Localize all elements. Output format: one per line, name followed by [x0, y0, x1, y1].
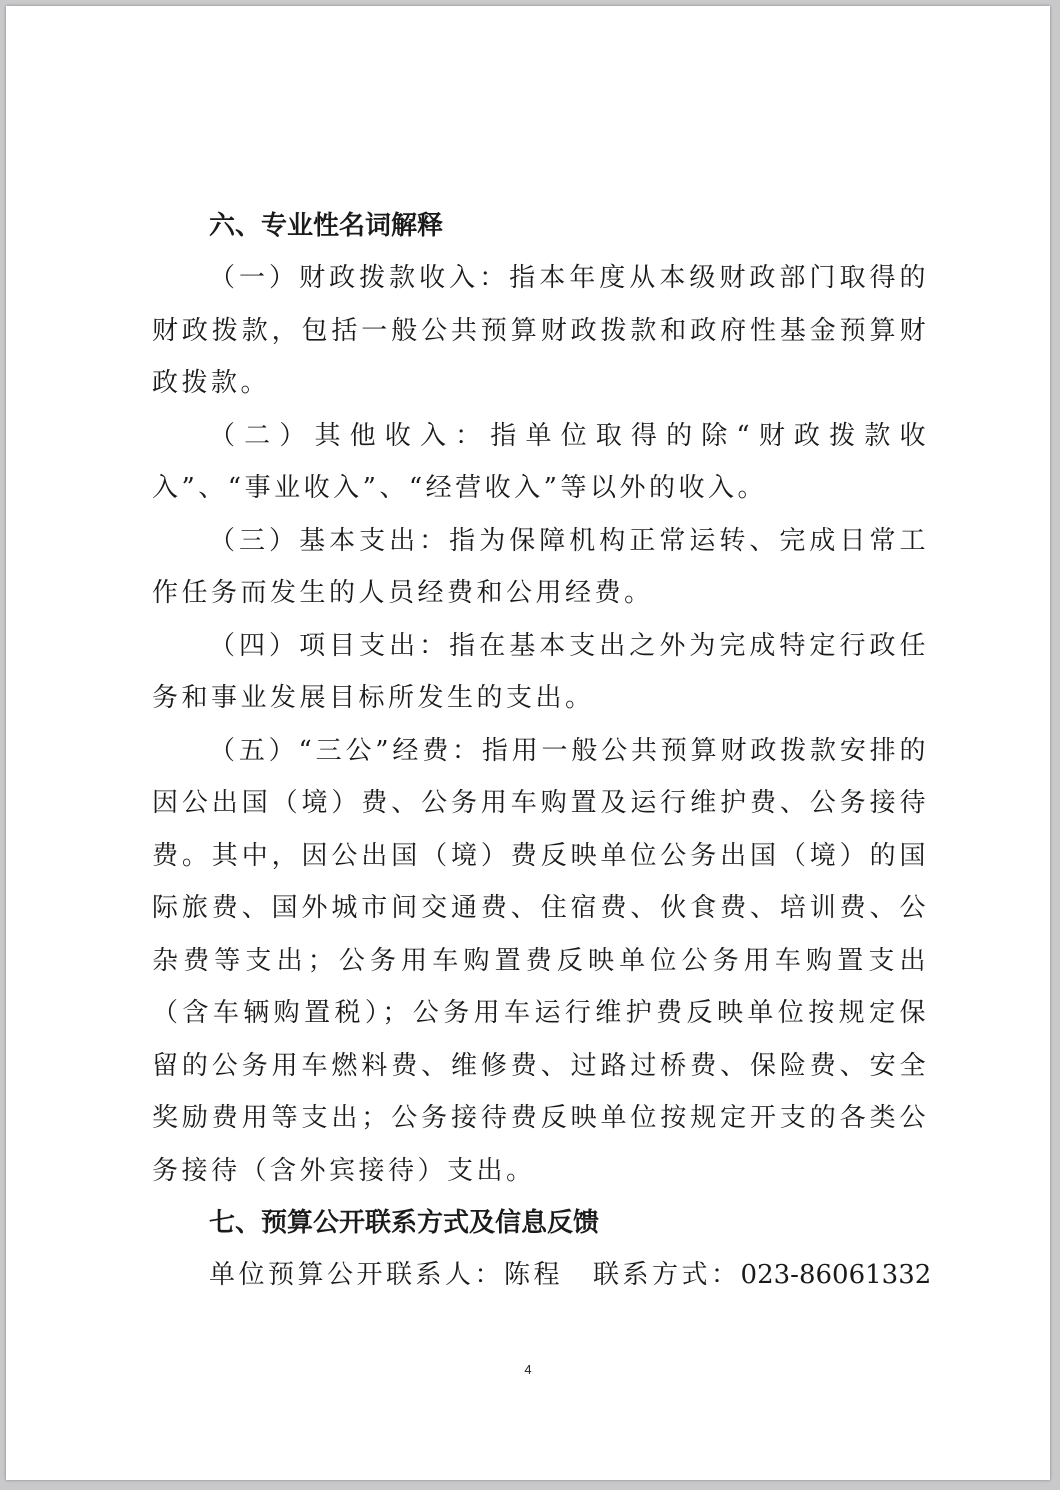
- document-page: [6, 6, 1050, 1480]
- definition-basic-expenditure: （三）基本支出：指为保障机构正常运转、完成日常工作任务而发生的人员经费和公用经费。: [152, 525, 929, 608]
- phone-label: 联系方式：: [593, 1260, 741, 1290]
- contact-person: 单位预算公开联系人：陈程: [209, 1260, 564, 1290]
- definition-other-income: （二）其他收入：指单位取得的除“财政拨款收入”、“事业收入”、“经营收入”等以外的收入。: [152, 420, 929, 503]
- definition-three-public-expenses: （五）“三公”经费：指用一般公共预算财政拨款安排的因公出国（境）费、公务用车购置及运行维护费、公务接待费。其中，因公出国（境）费反映单位公务出国（境）的国际旅费、国外城市间交通费、住宿费、伙食费、培训费、公杂费等支出；公务用车购置费反映单位公务用车购置支出（含车辆购置税）；公务用车运行维护费反映单位按规定保留的公务用车燃料费、维修费、过路过桥费、保险费、安全奖励费用等支出；公务接待费反映单位按规定开支的各类公务接待（含外宾接待）支出。: [152, 735, 929, 1186]
- section-6-heading: 六、专业性名词解释: [209, 211, 444, 241]
- page-number: 4: [524, 1362, 532, 1377]
- section-7-heading: 七、预算公开联系方式及信息反馈: [209, 1208, 600, 1238]
- contact-line: [152, 1249, 932, 1301]
- phone-number: 023-86061332: [740, 1260, 932, 1290]
- page-content: [152, 200, 932, 1301]
- definition-fiscal-appropriation: （一）财政拨款收入：指本年度从本级财政部门取得的财政拨款，包括一般公共预算财政拨款和政府性基金预算财政拨款。: [152, 263, 929, 398]
- definition-project-expenditure: （四）项目支出：指在基本支出之外为完成特定行政任务和事业发展目标所发生的支出。: [152, 630, 929, 713]
